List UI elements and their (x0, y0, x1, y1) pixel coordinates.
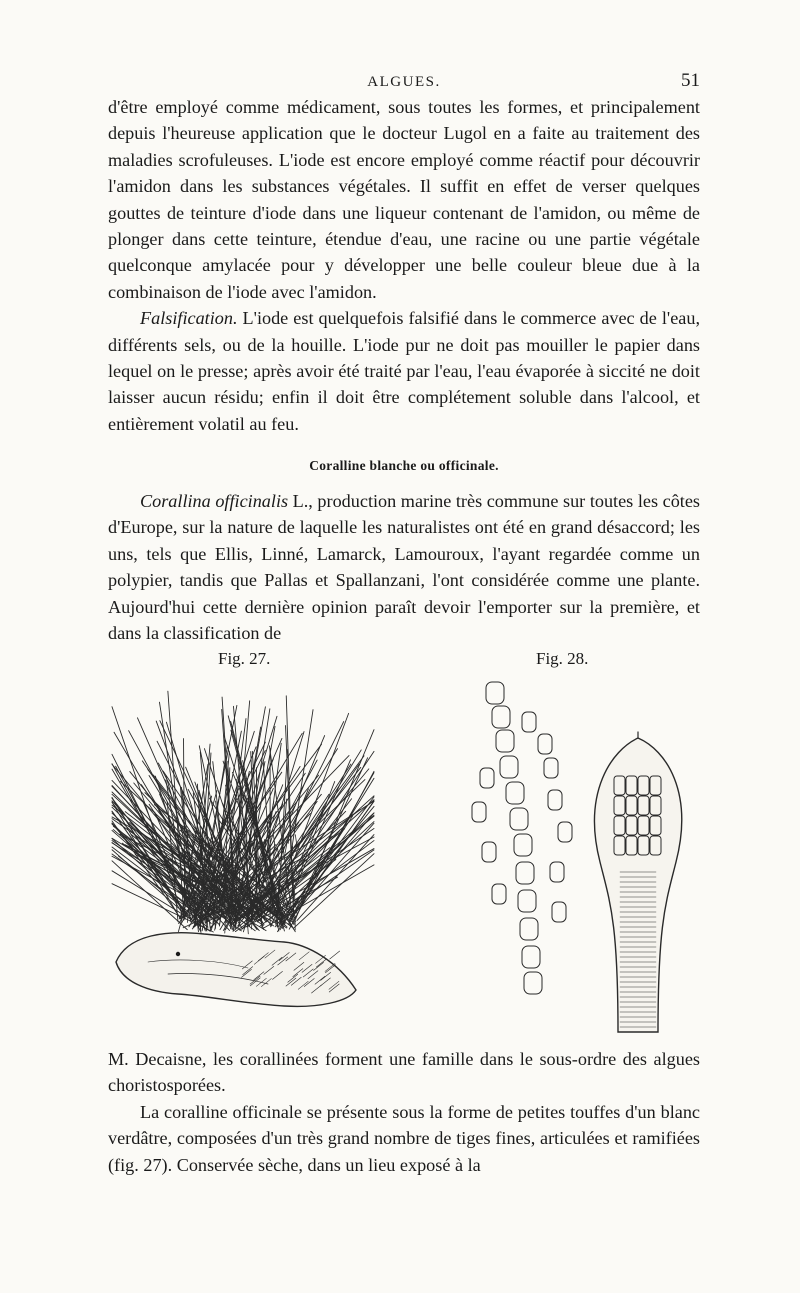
fig-28-caption: Fig. 28. (536, 649, 589, 668)
corallina-species-name: Corallina officinalis (140, 491, 289, 511)
fig-27-coralline-tuft-illustration (108, 672, 378, 1022)
corallina-text: L., production marine très commune sur toutes les côtes d'Europe, sur la nature de laquelle les naturalistes ont été en grand désaccord; les uns, tels que Ellis, Linné, Lamarck, Lamouroux, l'ayant regardée comme un polypier, tandis que Pallas et Spallanzani, l'ont considérée comme une plante. Aujourd'hui cette dernière opinion paraît devoir l'emporter sur la première, et dans la classification de (108, 491, 700, 644)
running-head (108, 70, 700, 96)
section-heading: Coralline blanche ou officinale. (309, 458, 499, 473)
fig-27-caption: Fig. 27. (218, 649, 271, 668)
running-title: ALGUES. (367, 74, 441, 90)
coralline-intro-block (108, 488, 700, 646)
paragraph-iode-usage: d'être employé comme médicament, sous toutes les formes, et principalement depuis l'heureuse application que le docteur Lugol en a faite au traitement des maladies scrofuleuses. L'iode est encore employé comme réactif pour découvrir l'amidon dans les substances végétales. Il suffit en effet de verser quelques gouttes de teinture d'iode dans une liqueur contenant de l'amidon, ou même de plonger dans cette teinture, étendue d'eau, une racine ou une partie végétale quelconque amylacée pour y développer une belle couleur bleue due à la combinaison de l'iode avec l'amidon. (108, 97, 700, 302)
fig-28-coralline-detail-illustration (462, 672, 698, 1037)
paragraph-falsification (108, 305, 700, 437)
upper-text-block (108, 94, 700, 437)
falsification-text: L'iode est quelquefois falsifié dans le commerce avec de l'eau, différents sels, ou de la houille. L'iode pur ne doit pas mouiller le papier dans lequel on le presse; après avoir été traité par l'eau, l'eau évaporée à siccité ne doit laisser aucun résidu; enfin il doit être complétement soluble dans l'alcool, et entièrement volatil au feu. (108, 308, 700, 434)
lower-text-block (108, 1046, 700, 1178)
paragraph-corallina (108, 488, 700, 646)
paragraph-description: La coralline officinale se présente sous la forme de petites touffes d'un blanc verdâtre, composées d'un très grand nombre de tiges fines, articulées et ramifiées (fig. 27). Conservée sèche, dans un lieu exposé à la (108, 1101, 700, 1175)
page-number: 51 (681, 70, 700, 91)
paragraph-decaisne: M. Decaisne, les corallinées forment une famille dans le sous-ordre des algues choristosporées. (108, 1049, 700, 1096)
falsification-lead: Falsification. (140, 308, 238, 329)
